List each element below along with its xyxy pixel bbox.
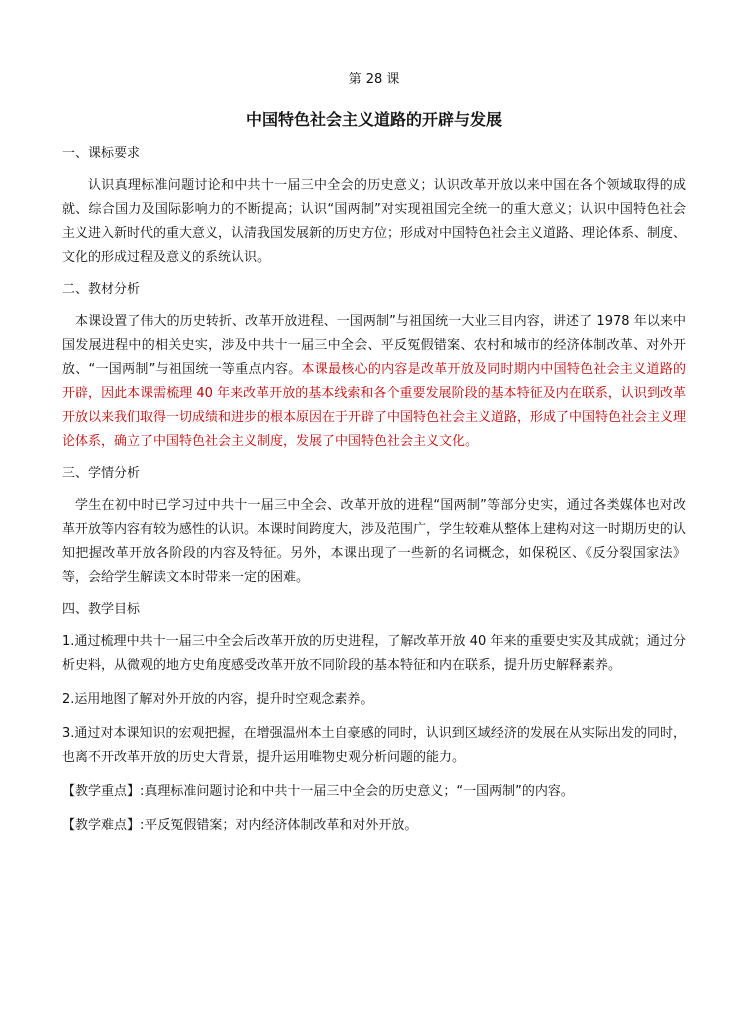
section-heading-student-analysis: 三、学情分析 <box>62 466 141 481</box>
section-heading-curriculum: 一、课标要求 <box>62 146 141 161</box>
teaching-difficult-point: 【教学难点】:平反冤假错案；对内经济体制改革和对外开放。 <box>62 818 418 833</box>
lesson-number: 第 28 课 <box>348 72 400 87</box>
teaching-goal-3: 3.通过对本课知识的宏观把握，在增强温州本土自豪感的同时，认识到区域经济的发展在从实际出发的同时，也离不开改革开放的历史大背景，提升运用唯物史观分析问题的能力。 <box>62 726 686 765</box>
document-title: 中国特色社会主义道路的开辟与发展 <box>245 110 502 129</box>
section-heading-textbook-analysis: 二、教材分析 <box>62 282 141 297</box>
student-analysis-paragraph: 学生在初中时已学习过中共十一届三中全会、改革开放的进程“国两制”等部分史实，通过各类媒体也对改革开放等内容有较为感性的认识。本课时间跨度大，涉及范围广，学生较难从整体上建构对这一时期历史的认知把握改革开放各阶段的内容及特征。另外，本课出现了一些新的名词概念，如保税区、《反分裂国家法》等，会给学生解读文本时带来一定的困难。 <box>62 498 687 585</box>
curriculum-requirements-paragraph: 认识真理标准问题讨论和中共十一届三中全会的历史意义；认识改革开放以来中国在各个领域取得的成就、综合国力及国际影响力的不断提高；认识“国两制”对实现祖国完全统一的重大意义；认识中国特色社会主义进入新时代的重大意义，认清我国发展新的历史方位；形成对中国特色社会主义道路、理论体系、制度、文化的形成过程及意义的系统认识。 <box>62 178 687 265</box>
teaching-goal-2: 2.运用地图了解对外开放的内容，提升时空观念素养。 <box>62 692 374 707</box>
section-heading-teaching-goals: 四、教学目标 <box>62 602 141 617</box>
textbook-analysis-text: 本课设置了伟大的历史转折、改革开放进程、一国两制”与祖国统一大业三目内容，讲述了 1978 年以来中国发展进程中的相关史实，涉及中共十一届三中全会、平反冤假错案、农村和城市的经济体制改革、对外开放、“一国两制”与祖国统一等重点内容。 <box>62 314 686 377</box>
textbook-analysis-paragraph <box>62 310 686 454</box>
teaching-key-point: 【教学重点】:真理标准问题讨论和中共十一届三中全会的历史意义；“一国两制”的内容。 <box>62 784 574 799</box>
textbook-analysis-highlight: 本课最核心的内容是改革开放及同时期内中国特色社会主义道路的开辟，因此本课需梳理 40 年来改革开放的基本线索和各个重要发展阶段的基本特征及内在联系，认识到改革开放以来我们取得一切成绩和进步的根本原因在于开辟了中国特色社会主义道路，形成了中国特色社会主义理论体系，确立了中国特色社会主义制度，发展了中国特色社会主义文化。 <box>62 362 687 449</box>
teaching-goal-1: 1.通过梳理中共十一届三中全会后改革开放的历史进程，了解改革开放 40 年来的重要史实及其成就；通过分析史料，从微观的地方史角度感受改革开放不同阶段的基本特征和内在联系，提升历史解释素养。 <box>62 634 686 673</box>
